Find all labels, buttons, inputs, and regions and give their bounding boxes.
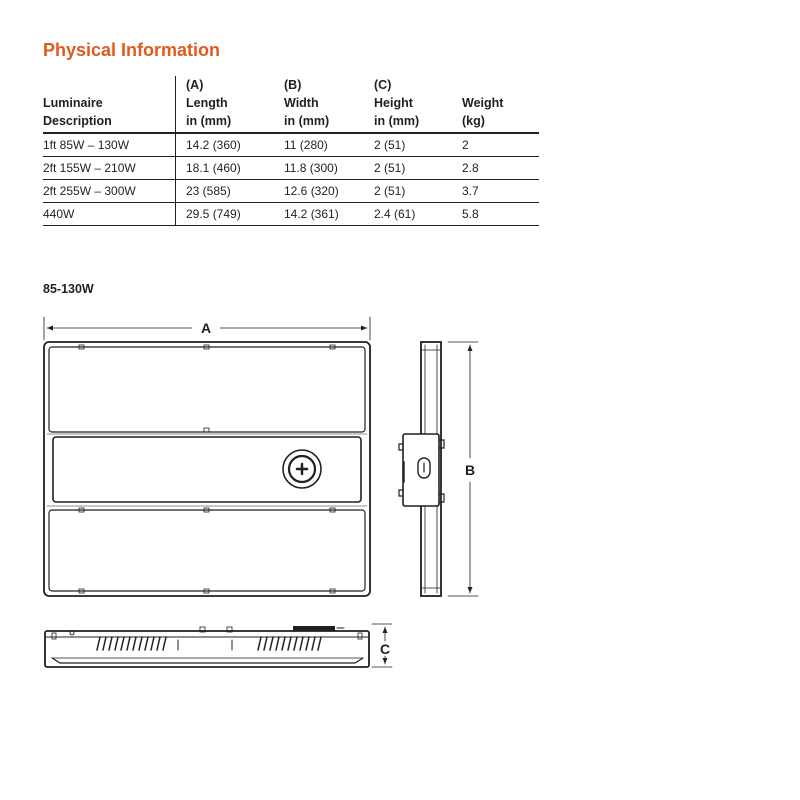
header-line: (kg) — [462, 114, 485, 128]
cell-height: 2 (51) — [374, 157, 462, 180]
cell-length: 23 (585) — [176, 180, 285, 203]
cell-width: 11.8 (300) — [284, 157, 374, 180]
cell-width: 14.2 (361) — [284, 203, 374, 226]
luminaire-profile-view — [45, 626, 369, 667]
sensor-knob-icon — [283, 450, 321, 488]
dimension-c-label: C — [379, 641, 391, 657]
header-line: in (mm) — [374, 114, 420, 128]
header-line: Width — [284, 96, 319, 110]
cell-description: 2ft 255W – 300W — [43, 180, 176, 203]
header-line: (A) — [186, 78, 204, 92]
cell-description: 2ft 155W – 210W — [43, 157, 176, 180]
drawing-label: 85-130W — [43, 282, 94, 296]
cell-length: 18.1 (460) — [176, 157, 285, 180]
cell-weight: 3.7 — [462, 180, 539, 203]
section-title: Physical Information — [43, 40, 221, 60]
header-line: in (mm) — [284, 114, 330, 128]
cell-height: 2 (51) — [374, 180, 462, 203]
cell-length: 29.5 (749) — [176, 203, 285, 226]
header-line: (C) — [374, 78, 392, 92]
header-line: Height — [374, 96, 413, 110]
cell-weight: 5.8 — [462, 203, 539, 226]
cell-weight: 2 — [462, 133, 539, 157]
left-vent-slots — [97, 637, 166, 650]
header-line: Length — [186, 96, 228, 110]
header-line: Weight — [462, 96, 504, 110]
header-line: Luminaire — [43, 96, 103, 110]
cell-width: 11 (280) — [284, 133, 374, 157]
cell-height: 2 (51) — [374, 133, 462, 157]
cell-height: 2.4 (61) — [374, 203, 462, 226]
cell-description: 1ft 85W – 130W — [43, 133, 176, 157]
luminaire-front-view — [44, 342, 370, 596]
dimension-a-label: A — [200, 320, 212, 336]
cell-description: 440W — [43, 203, 176, 226]
header-line: Description — [43, 114, 112, 128]
cell-weight: 2.8 — [462, 157, 539, 180]
right-vent-slots — [258, 637, 321, 650]
luminaire-side-view — [399, 342, 444, 596]
header-line: in (mm) — [186, 114, 232, 128]
header-line: (B) — [284, 78, 302, 92]
cell-length: 14.2 (360) — [176, 133, 285, 157]
dimension-b-label: B — [464, 462, 476, 478]
cell-width: 12.6 (320) — [284, 180, 374, 203]
